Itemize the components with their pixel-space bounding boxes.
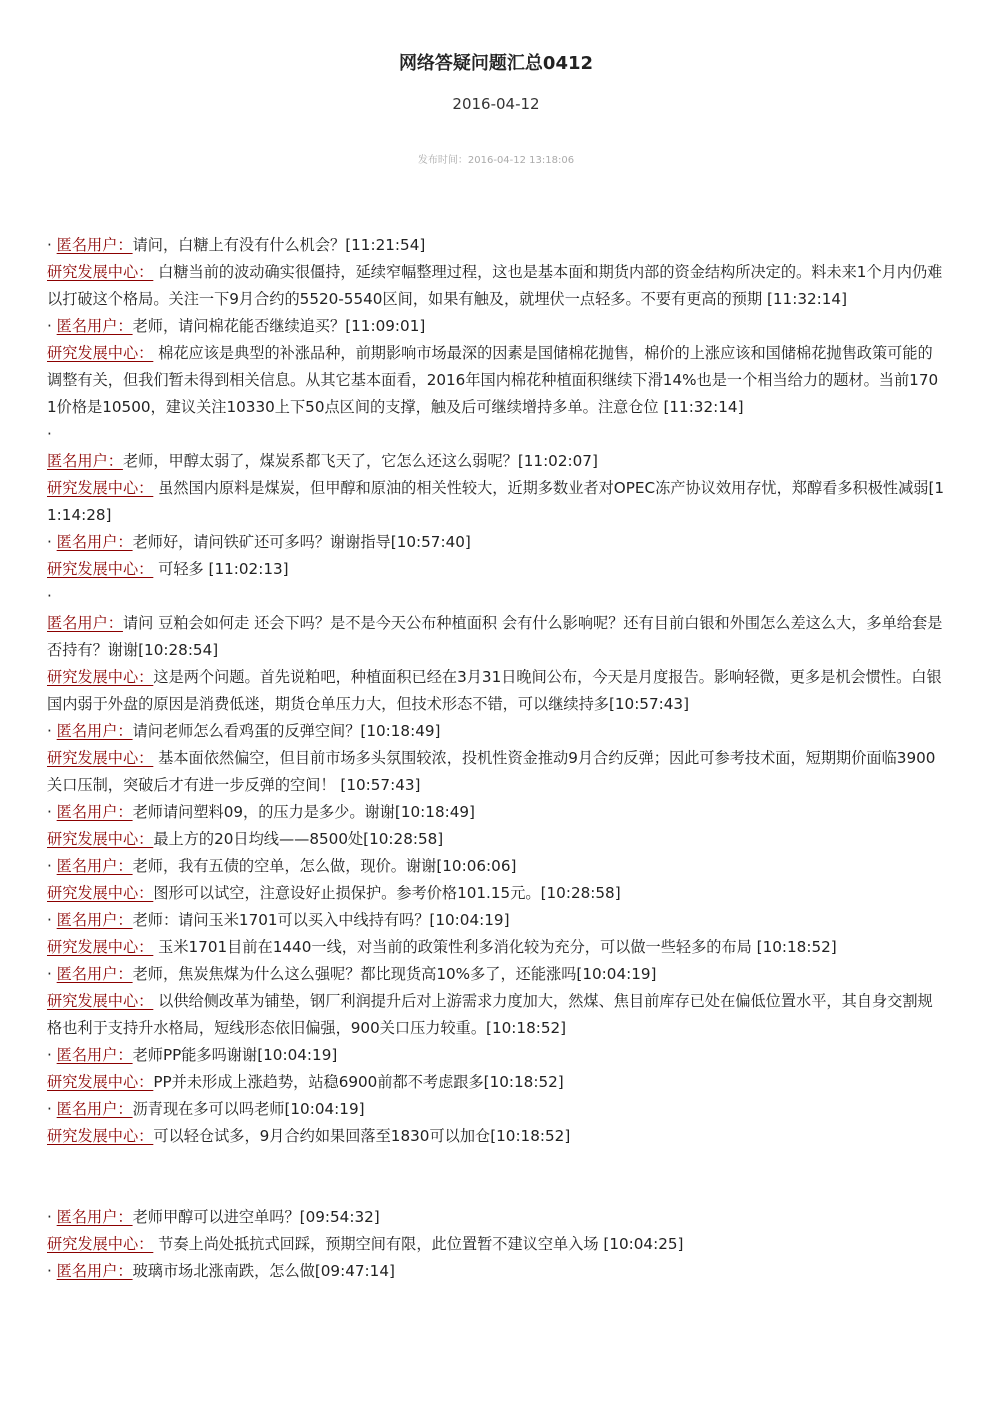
answer-text: 玉米1701目前在1440一线，对当前的政策性利多消化较为充分，可以做一些轻多的布局 [10:18:52] (153, 938, 837, 956)
answer-text: 可以轻仓试多，9月合约如果回落至1830可以加仓[10:18:52] (153, 1127, 571, 1145)
answer-text: 白糖当前的波动确实很僵持，延续窄幅整理过程，这也是基本面和期货内部的资金结构所决定的。料未来1个月内仍难以打破这个格局。关注一下9月合约的5520-5540区间，如果有触及，就埋伏一点轻多。不要有更高的预期 [11:32:14] (47, 263, 943, 308)
bullet: · (47, 911, 57, 929)
answer-entry (47, 880, 947, 907)
question-text: 老师，焦炭焦煤为什么这么强呢？都比现货高10%多了，还能涨吗[10:04:19] (132, 965, 657, 983)
bullet: · (47, 1100, 57, 1118)
question-entry (47, 961, 947, 988)
answer-text: 节奏上尚处抵抗式回踩，预期空间有限，此位置暂不建议空单入场 [10:04:25] (153, 1235, 684, 1253)
question-entry (47, 1258, 947, 1285)
answer-entry (47, 826, 947, 853)
answer-text: 以供给侧改革为铺垫，钢厂利润提升后对上游需求力度加大，然煤、焦目前库存已处在偏低位置水平，其自身交割规格也利于支持升水格局，短线形态依旧偏强，900关口压力较重。[10:18:52] (47, 992, 933, 1037)
question-text: 老师，请问棉花能否继续追买？[11:09:01] (132, 317, 426, 335)
answer-text: PP并未形成上涨趋势，站稳6900前都不考虑跟多[10:18:52] (153, 1073, 564, 1091)
anonymous-user-link[interactable]: 匿名用户： (56, 722, 133, 740)
research-center-link[interactable]: 研究发展中心： (47, 1073, 154, 1091)
anonymous-user-link[interactable]: 匿名用户： (56, 965, 133, 983)
section-gap (47, 1150, 947, 1204)
research-center-link[interactable]: 研究发展中心： (47, 263, 154, 281)
bullet: · (47, 965, 57, 983)
question-entry (47, 232, 947, 259)
question-text: 老师请问塑料09，的压力是多少。谢谢[10:18:49] (132, 803, 475, 821)
bullet: · (47, 722, 57, 740)
publish-time: 发布时间：2016-04-12 13:18:06 (417, 155, 575, 166)
question-text: 老师，我有五债的空单，怎么做，现价。谢谢[10:06:06] (132, 857, 517, 875)
anonymous-user-link[interactable]: 匿名用户： (56, 236, 133, 254)
answer-text: 基本面依然偏空，但目前市场多头氛围较浓，投机性资金推动9月合约反弹；因此可参考技术面，短期期价面临3900关口压制，突破后才有进一步反弹的空间！ [10:57:43] (47, 749, 936, 794)
research-center-link[interactable]: 研究发展中心： (47, 884, 154, 902)
anonymous-user-link[interactable]: 匿名用户： (47, 614, 123, 632)
bullet: · (47, 533, 57, 551)
research-center-link[interactable]: 研究发展中心： (47, 830, 154, 848)
question-text: 玻璃市场北涨南跌，怎么做[09:47:14] (132, 1262, 395, 1280)
answer-entry (47, 475, 947, 529)
question-entry (47, 529, 947, 556)
bullet: · (47, 1208, 57, 1226)
answer-text: 这是两个问题。首先说粕吧，种植面积已经在3月31日晚间公布，今天是月度报告。影响轻微，更多是机会惯性。白银国内弱于外盘的原因是消费低迷，期货仓单压力大，但技术形态不错，可以继续持多[10:57:43] (47, 668, 942, 713)
research-center-link[interactable]: 研究发展中心： (47, 1235, 154, 1253)
answer-entry (47, 1069, 947, 1096)
answer-text: 棉花应该是典型的补涨品种，前期影响市场最深的因素是国储棉花抛售，棉价的上涨应该和国储棉花抛售政策可能的调整有关，但我们暂未得到相关信息。从其它基本面看，2016年国内棉花种植面积继续下滑14%也是一个相当给力的题材。当前1701价格是10500，建议关注10330上下50点区间的支撑，触及后可继续增持多单。注意仓位 [11:32:14] (47, 344, 939, 416)
question-text: 老师PP能多吗谢谢[10:04:19] (132, 1046, 338, 1064)
answer-entry (47, 259, 947, 313)
anonymous-user-link[interactable]: 匿名用户： (47, 452, 123, 470)
research-center-link[interactable]: 研究发展中心： (47, 1127, 154, 1145)
answer-entry (47, 1123, 947, 1150)
answer-entry (47, 745, 947, 799)
answer-entry (47, 556, 947, 583)
answer-text: 虽然国内原料是煤炭，但甲醇和原油的相关性较大，近期多数业者对OPEC冻产协议效用存忧，郑醇看多积极性减弱[11:14:28] (47, 479, 945, 524)
answer-entry (47, 1231, 947, 1258)
research-center-link[interactable]: 研究发展中心： (47, 479, 154, 497)
anonymous-user-link[interactable]: 匿名用户： (56, 533, 133, 551)
bullet: · (47, 317, 57, 335)
anonymous-user-link[interactable]: 匿名用户： (56, 1046, 133, 1064)
question-text: 沥青现在多可以吗老师[10:04:19] (132, 1100, 365, 1118)
anonymous-user-link[interactable]: 匿名用户： (56, 857, 133, 875)
research-center-link[interactable]: 研究发展中心： (47, 344, 154, 362)
question-text: 老师甲醇可以进空单吗？[09:54:32] (132, 1208, 380, 1226)
answer-text: 图形可以试空，注意设好止损保护。参考价格101.15元。[10:28:58] (153, 884, 621, 902)
separator-dot: · (47, 587, 52, 605)
question-entry (47, 1096, 947, 1123)
research-center-link[interactable]: 研究发展中心： (47, 560, 154, 578)
question-entry (47, 799, 947, 826)
question-text: 老师，甲醇太弱了，煤炭系都飞天了，它怎么还这么弱呢？[11:02:07] (122, 452, 598, 470)
research-center-link[interactable]: 研究发展中心： (47, 749, 154, 767)
bullet: · (47, 1046, 57, 1064)
document-date: 2016-04-12 (452, 95, 540, 113)
question-entry (47, 610, 947, 664)
question-entry (47, 1204, 947, 1231)
question-text: 请问 豆粕会如何走 还会下吗？是不是今天公布种植面积 会有什么影响呢？还有目前白银和外围怎么差这么大，多单给套是否持有？谢谢[10:28:54] (47, 614, 943, 659)
bullet: · (47, 857, 57, 875)
question-entry (47, 853, 947, 880)
research-center-link[interactable]: 研究发展中心： (47, 992, 154, 1010)
qa-list (47, 232, 947, 1285)
research-center-link[interactable]: 研究发展中心： (47, 938, 154, 956)
separator-dot: · (47, 425, 52, 443)
question-entry (47, 907, 947, 934)
question-entry (47, 1042, 947, 1069)
question-text: 请问，白糖上有没有什么机会？[11:21:54] (132, 236, 426, 254)
anonymous-user-link[interactable]: 匿名用户： (56, 1262, 133, 1280)
question-text: 请问老师怎么看鸡蛋的反弹空间？[10:18:49] (132, 722, 441, 740)
anonymous-user-link[interactable]: 匿名用户： (56, 317, 133, 335)
anonymous-user-link[interactable]: 匿名用户： (56, 803, 133, 821)
research-center-link[interactable]: 研究发展中心： (47, 668, 154, 686)
anonymous-user-link[interactable]: 匿名用户： (56, 1208, 133, 1226)
anonymous-user-link[interactable]: 匿名用户： (56, 911, 133, 929)
document-title: 网络答疑问题汇总0412 (398, 53, 594, 74)
question-text: 老师好，请问铁矿还可多吗？谢谢指导[10:57:40] (132, 533, 471, 551)
answer-text: 可轻多 [11:02:13] (153, 560, 289, 578)
answer-text: 最上方的20日均线——8500处[10:28:58] (153, 830, 444, 848)
answer-entry (47, 934, 947, 961)
bullet: · (47, 803, 57, 821)
bullet: · (47, 1262, 57, 1280)
answer-entry (47, 988, 947, 1042)
question-entry (47, 448, 947, 475)
question-entry (47, 718, 947, 745)
question-text: 老师：请问玉米1701可以买入中线持有吗？[10:04:19] (132, 911, 510, 929)
anonymous-user-link[interactable]: 匿名用户： (56, 1100, 133, 1118)
question-entry (47, 313, 947, 340)
answer-entry (47, 340, 947, 421)
answer-entry (47, 664, 947, 718)
bullet: · (47, 236, 57, 254)
